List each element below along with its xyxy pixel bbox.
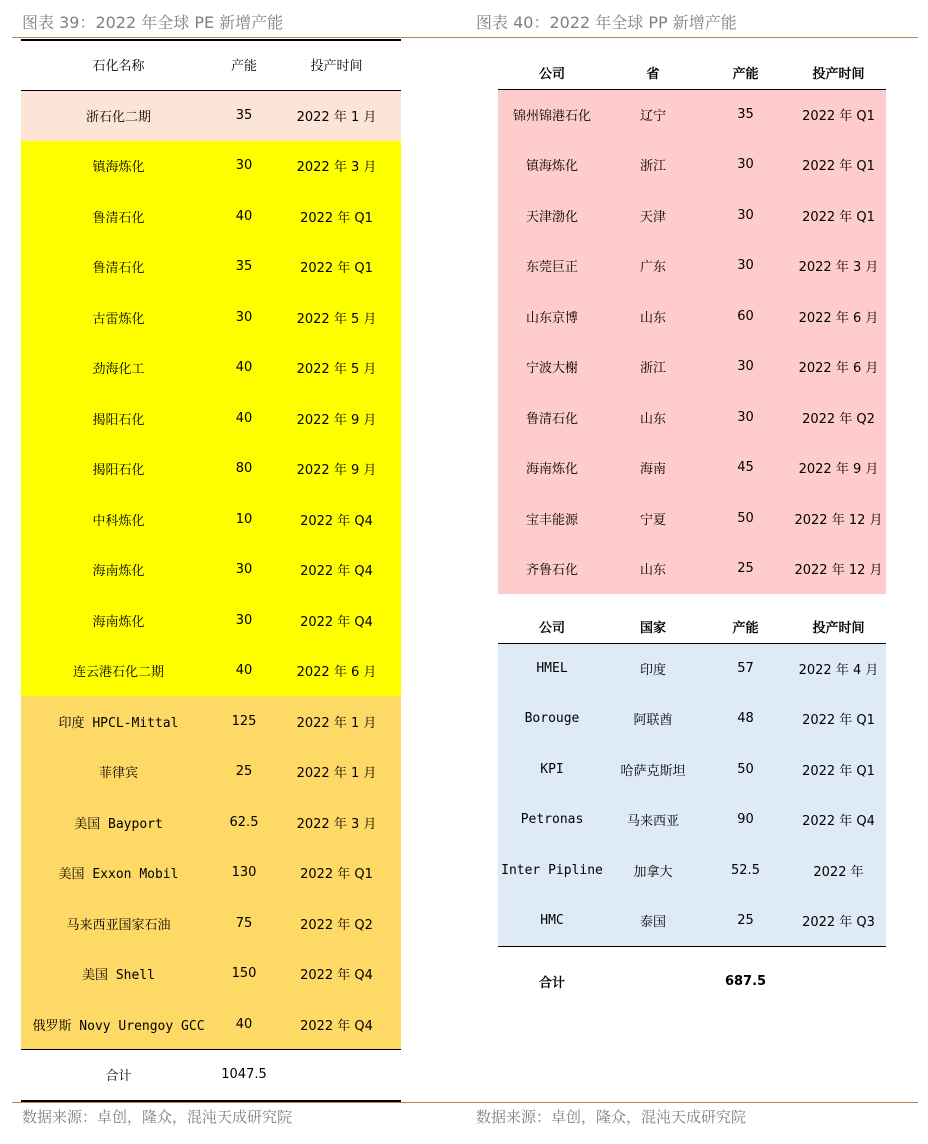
pp-header-date: 投产时间 bbox=[791, 57, 886, 89]
pe-row-date: 2022 年 1 月 bbox=[296, 766, 377, 782]
table-row bbox=[498, 140, 886, 191]
pe-row-capacity: 40 bbox=[235, 410, 253, 426]
pp-row-province: 山东 bbox=[639, 563, 666, 579]
table-row bbox=[21, 595, 401, 646]
pe-row-capacity: 40 bbox=[235, 663, 253, 679]
intl-row-date: 2022 年 Q4 bbox=[802, 814, 875, 830]
pe-row-date: 2022 年 3 月 bbox=[296, 816, 377, 832]
table-row bbox=[21, 141, 401, 192]
pp-row-capacity: 30 bbox=[737, 157, 754, 173]
pp-row-company: 齐鲁石化 bbox=[525, 563, 578, 579]
intl-header-capacity: 产能 bbox=[700, 611, 791, 643]
pe-row-name: 揭阳石化 bbox=[92, 463, 145, 479]
title-rule bbox=[12, 37, 918, 38]
pe-row-date: 2022 年 6 月 bbox=[296, 665, 377, 681]
table-row bbox=[21, 646, 401, 697]
pe-row-date: 2022 年 9 月 bbox=[296, 412, 377, 428]
pp-row-province: 山东 bbox=[639, 310, 666, 326]
pe-row-date: 2022 年 Q1 bbox=[300, 867, 373, 883]
table-row bbox=[21, 898, 401, 949]
table-row bbox=[498, 342, 886, 393]
pe-figure-title: 图表 39：2022 年全球 PE 新增产能 bbox=[22, 13, 284, 32]
intl-row-date: 2022 年 Q1 bbox=[802, 763, 875, 779]
pe-row-capacity: 62.5 bbox=[229, 814, 259, 830]
table-row bbox=[498, 190, 886, 241]
pe-row-name: 印度 HPCL-Mittal bbox=[58, 715, 179, 731]
intl-row-company: Borouge bbox=[524, 711, 580, 727]
pp-row-capacity: 50 bbox=[737, 510, 754, 526]
table-row bbox=[21, 696, 401, 747]
pe-total-empty bbox=[272, 1050, 401, 1100]
intl-row-capacity: 90 bbox=[737, 812, 754, 828]
pe-header-name: 石化名称 bbox=[21, 40, 216, 90]
intl-header-company: 公司 bbox=[498, 611, 606, 643]
table-row bbox=[498, 291, 886, 342]
pp-row-capacity: 60 bbox=[737, 308, 754, 324]
pe-row-name: 菲律宾 bbox=[98, 766, 138, 782]
pp-international-header-row bbox=[498, 611, 886, 643]
pe-row-capacity: 150 bbox=[231, 966, 257, 982]
pp-row-capacity: 30 bbox=[737, 409, 754, 425]
pp-total-label: 合计 bbox=[538, 975, 565, 991]
pp-row-date: 2022 年 Q1 bbox=[802, 209, 875, 225]
pp-total-empty-1 bbox=[606, 946, 700, 1016]
pp-total-row bbox=[498, 946, 886, 1016]
pe-capacity-table bbox=[21, 40, 401, 1100]
pe-row-name: 美国 Shell bbox=[82, 968, 155, 984]
pp-row-company: 海南炼化 bbox=[525, 462, 578, 478]
source-rule bbox=[12, 1102, 918, 1103]
pp-row-province: 山东 bbox=[639, 411, 666, 427]
pe-row-capacity: 30 bbox=[235, 612, 253, 628]
table-row bbox=[21, 444, 401, 495]
pp-row-date: 2022 年 Q1 bbox=[802, 159, 875, 175]
pe-row-date: 2022 年 Q1 bbox=[300, 210, 373, 226]
pp-row-date: 2022 年 12 月 bbox=[794, 512, 883, 528]
table-row bbox=[21, 343, 401, 394]
table-row bbox=[498, 544, 886, 595]
pe-row-name: 揭阳石化 bbox=[92, 412, 145, 428]
table-row bbox=[498, 443, 886, 494]
pe-source-note: 数据来源：卓创，隆众，混沌天成研究院 bbox=[22, 1108, 293, 1126]
pe-total-label: 合计 bbox=[21, 1050, 216, 1100]
pe-row-capacity: 75 bbox=[235, 915, 253, 931]
intl-row-country: 泰国 bbox=[606, 896, 700, 947]
pp-row-company: 宝丰能源 bbox=[525, 512, 578, 528]
pe-row-capacity: 30 bbox=[235, 309, 253, 325]
pe-header-row bbox=[21, 40, 401, 90]
table-row bbox=[498, 845, 886, 896]
intl-header-country: 国家 bbox=[606, 611, 700, 643]
pp-row-company: 山东京博 bbox=[525, 310, 578, 326]
table-row bbox=[498, 896, 886, 947]
intl-header-date: 投产时间 bbox=[791, 611, 886, 643]
pp-total-empty-2 bbox=[791, 946, 886, 1016]
table-row bbox=[21, 242, 401, 293]
pe-row-date: 2022 年 Q4 bbox=[300, 1018, 373, 1034]
pp-row-date: 2022 年 6 月 bbox=[798, 310, 879, 326]
pe-row-date: 2022 年 3 月 bbox=[296, 160, 377, 176]
intl-row-country: 马来西亚 bbox=[626, 814, 679, 830]
pe-row-name: 美国 Bayport bbox=[74, 816, 163, 832]
pe-row-name: 连云港石化二期 bbox=[72, 665, 164, 681]
pe-row-name: 马来西亚国家石油 bbox=[66, 917, 171, 933]
pe-row-date: 2022 年 5 月 bbox=[296, 362, 377, 378]
pe-row-date: 2022 年 Q1 bbox=[300, 261, 373, 277]
table-row bbox=[21, 949, 401, 1000]
intl-row-date: 2022 年 Q3 bbox=[791, 896, 886, 947]
pp-row-company: 鲁清石化 bbox=[525, 411, 578, 427]
intl-row-date: 2022 年 Q1 bbox=[802, 713, 875, 729]
pe-row-date: 2022 年 1 月 bbox=[296, 110, 377, 125]
pe-row-capacity: 40 bbox=[235, 208, 253, 224]
pp-row-date: 2022 年 9 月 bbox=[798, 462, 879, 478]
intl-row-company: Inter Pipline bbox=[501, 862, 603, 878]
pe-row-name: 中科炼化 bbox=[92, 513, 145, 529]
pe-row-date: 2022 年 1 月 bbox=[296, 715, 377, 731]
pp-row-province: 浙江 bbox=[639, 361, 666, 377]
pp-row-province: 宁夏 bbox=[639, 512, 666, 528]
intl-row-company: HMC bbox=[498, 896, 606, 947]
table-row bbox=[498, 643, 886, 694]
pp-row-company: 宁波大榭 bbox=[525, 361, 578, 377]
pe-row-capacity: 125 bbox=[231, 713, 257, 729]
pp-row-capacity: 35 bbox=[737, 107, 754, 122]
table-row bbox=[498, 392, 886, 443]
pp-row-date: 2022 年 6 月 bbox=[798, 361, 879, 377]
pe-row-capacity: 30 bbox=[235, 158, 253, 174]
pe-row-capacity: 40 bbox=[235, 1016, 253, 1032]
intl-row-country: 印度 bbox=[639, 663, 666, 678]
intl-row-capacity: 50 bbox=[737, 761, 754, 777]
pp-row-date: 2022 年 12 月 bbox=[794, 563, 883, 579]
pe-row-capacity: 40 bbox=[235, 360, 253, 376]
pe-row-name: 鲁清石化 bbox=[92, 261, 145, 277]
pp-row-capacity: 25 bbox=[737, 561, 754, 577]
table-row bbox=[21, 90, 401, 141]
intl-row-country: 哈萨克斯坦 bbox=[620, 763, 686, 779]
pp-row-company: 天津渤化 bbox=[525, 209, 578, 225]
pp-international-table bbox=[498, 611, 886, 1016]
table-row bbox=[498, 493, 886, 544]
pp-row-date: 2022 年 Q2 bbox=[802, 411, 875, 427]
intl-row-date: 2022 年 bbox=[813, 864, 864, 880]
table-row bbox=[21, 191, 401, 242]
table-row bbox=[498, 694, 886, 745]
pp-row-capacity: 30 bbox=[737, 359, 754, 375]
pe-header-capacity: 产能 bbox=[216, 40, 272, 90]
pp-header-capacity: 产能 bbox=[700, 57, 791, 89]
pe-row-capacity: 35 bbox=[235, 259, 253, 275]
pp-row-date: 2022 年 Q1 bbox=[802, 109, 875, 124]
pp-row-company: 东莞巨正 bbox=[525, 260, 578, 276]
table-row bbox=[21, 848, 401, 899]
intl-row-date: 2022 年 4 月 bbox=[798, 663, 879, 678]
table-row bbox=[21, 545, 401, 596]
pe-row-name: 镇海炼化 bbox=[92, 160, 145, 176]
table-row bbox=[498, 795, 886, 846]
pe-row-capacity: 80 bbox=[235, 461, 253, 477]
pp-row-capacity: 30 bbox=[737, 258, 754, 274]
table-row bbox=[498, 744, 886, 795]
intl-row-country: 加拿大 bbox=[633, 864, 673, 880]
pe-row-capacity: 35 bbox=[235, 108, 253, 123]
intl-row-capacity: 57 bbox=[737, 661, 754, 676]
pp-row-province: 广东 bbox=[639, 260, 666, 276]
pp-source-note: 数据来源：卓创，隆众，混沌天成研究院 bbox=[476, 1108, 747, 1126]
pp-header-company: 公司 bbox=[498, 57, 606, 89]
table-row bbox=[21, 999, 401, 1050]
pe-row-name: 劲海化工 bbox=[92, 362, 145, 378]
pe-row-date: 2022 年 9 月 bbox=[296, 463, 377, 479]
pp-row-capacity: 45 bbox=[737, 460, 754, 476]
pe-row-date: 2022 年 Q2 bbox=[300, 917, 373, 933]
pe-row-name: 俄罗斯 Novy Urengoy GCC bbox=[32, 1018, 205, 1034]
pe-row-name: 美国 Exxon Mobil bbox=[58, 867, 179, 883]
table-row bbox=[21, 494, 401, 545]
intl-row-company: KPI bbox=[540, 761, 564, 777]
pp-total-value: 687.5 bbox=[724, 973, 767, 989]
pp-figure-title: 图表 40：2022 年全球 PP 新增产能 bbox=[476, 13, 737, 32]
pe-row-date: 2022 年 Q4 bbox=[300, 968, 373, 984]
table-row bbox=[21, 393, 401, 444]
pe-row-date: 2022 年 Q4 bbox=[300, 513, 373, 529]
pp-row-date: 2022 年 3 月 bbox=[798, 260, 879, 276]
table-row bbox=[21, 747, 401, 798]
pp-header-province: 省 bbox=[606, 57, 700, 89]
pe-row-name: 鲁清石化 bbox=[92, 210, 145, 226]
intl-row-company: Petronas bbox=[520, 812, 584, 828]
pp-domestic-table bbox=[498, 57, 886, 594]
intl-row-capacity: 52.5 bbox=[731, 862, 760, 878]
pe-row-capacity: 25 bbox=[235, 764, 253, 780]
pe-total-value: 1047.5 bbox=[216, 1050, 272, 1100]
pp-row-company: 锦州锦港石化 bbox=[512, 109, 591, 124]
pp-row-province: 天津 bbox=[639, 209, 666, 225]
table-row bbox=[21, 292, 401, 343]
table-row bbox=[498, 89, 886, 140]
pe-row-name: 浙石化二期 bbox=[85, 110, 151, 125]
pp-row-province: 海南 bbox=[639, 462, 666, 478]
pe-row-date: 2022 年 Q4 bbox=[300, 564, 373, 580]
pp-row-province: 浙江 bbox=[639, 159, 666, 175]
pe-row-name: 古雷炼化 bbox=[92, 311, 145, 327]
pp-row-capacity: 30 bbox=[737, 207, 754, 223]
intl-row-country: 阿联酋 bbox=[633, 713, 673, 729]
pe-total-row bbox=[21, 1050, 401, 1100]
pp-domestic-header-row bbox=[498, 57, 886, 89]
pe-row-capacity: 30 bbox=[235, 562, 253, 578]
table-row bbox=[498, 241, 886, 292]
pp-row-company: 镇海炼化 bbox=[525, 159, 578, 175]
pp-row-province: 辽宁 bbox=[639, 109, 666, 124]
pe-row-capacity: 10 bbox=[235, 511, 253, 527]
pe-row-date: 2022 年 5 月 bbox=[296, 311, 377, 327]
pe-header-date: 投产时间 bbox=[272, 40, 401, 90]
intl-row-capacity: 25 bbox=[700, 896, 791, 947]
table-row bbox=[21, 797, 401, 848]
pe-row-name: 海南炼化 bbox=[92, 614, 145, 630]
pe-row-date: 2022 年 Q4 bbox=[300, 614, 373, 630]
pe-row-capacity: 130 bbox=[231, 865, 257, 881]
pe-row-name: 海南炼化 bbox=[92, 564, 145, 580]
intl-row-capacity: 48 bbox=[737, 711, 754, 727]
intl-row-company: HMEL bbox=[536, 661, 568, 676]
